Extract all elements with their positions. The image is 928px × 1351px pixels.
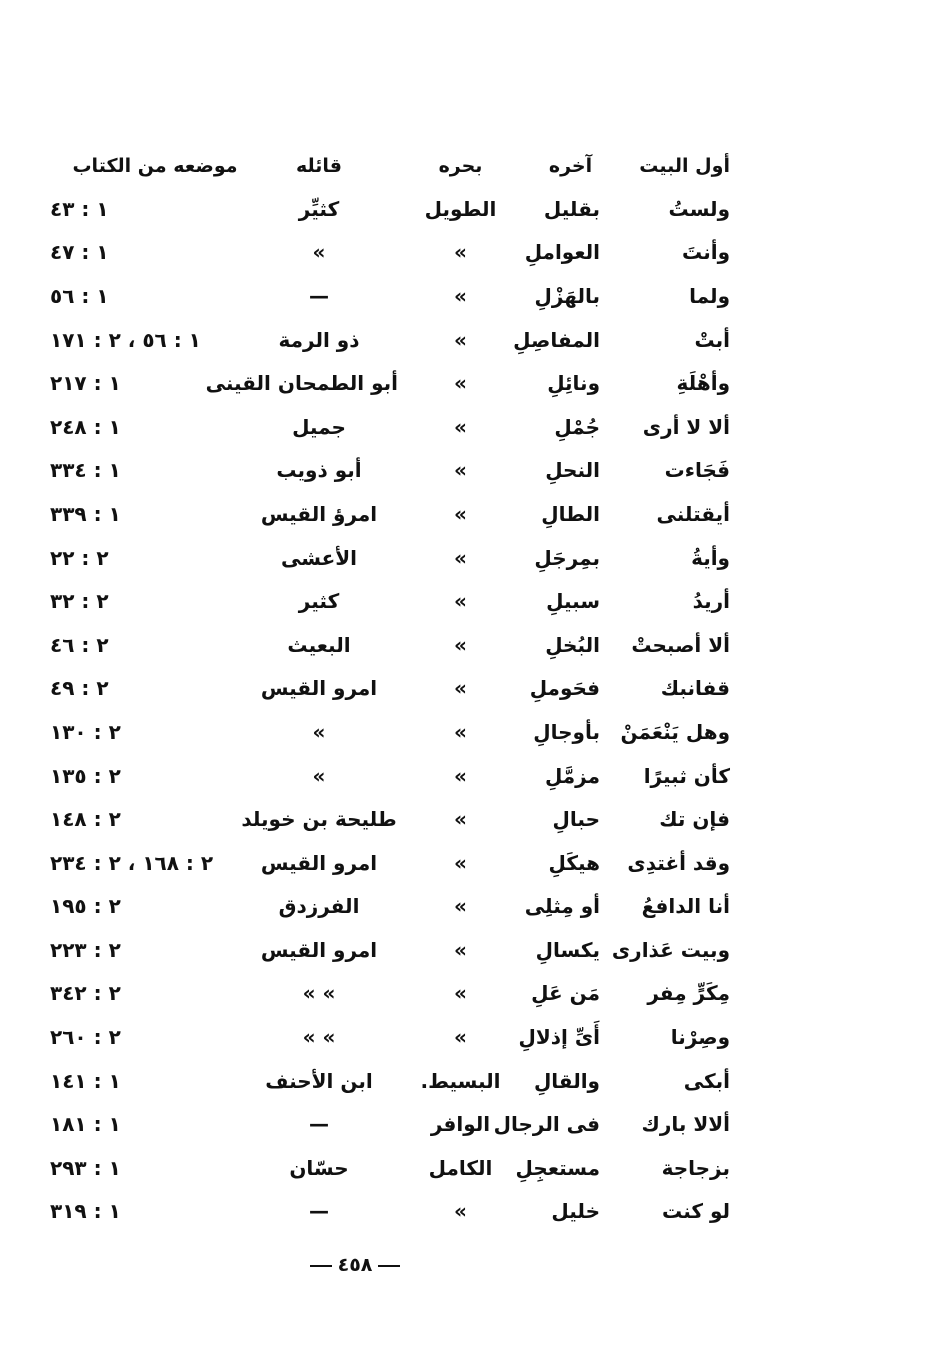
cell-location: ١ : ٥٦ — [50, 283, 109, 308]
cell-location: ١ : ٢٤٨ — [50, 414, 121, 439]
cell-location: ١ : ٢١٧ — [50, 371, 121, 396]
cell-meter: » — [454, 545, 467, 570]
header-poet: قائله — [296, 155, 342, 177]
cell-poet: — — [309, 1112, 329, 1137]
cell-last: فى الرجال — [493, 1112, 600, 1137]
cell-first: أبكى — [683, 1068, 730, 1093]
cell-location: ٢ : ٣٢ — [50, 589, 109, 614]
cell-first: ألا أصبحتْ — [631, 632, 730, 657]
header-first: أول البيت — [639, 155, 730, 177]
cell-last: مزمَّلِ — [544, 763, 600, 788]
cell-meter: » — [454, 327, 467, 352]
cell-last: فحَوملِ — [529, 676, 600, 701]
cell-first: وأنتَ — [682, 240, 730, 265]
cell-meter: البسيط. — [420, 1068, 501, 1093]
cell-poet: » » — [302, 1025, 336, 1050]
cell-meter: » — [454, 1199, 467, 1224]
header-location: موضعه من الكتاب — [72, 155, 238, 177]
cell-poet: كثير — [298, 589, 340, 614]
cell-last: مَن عَلِ — [531, 981, 600, 1006]
cell-first: وبيت عَذارى — [611, 937, 730, 962]
table-body — [50, 187, 730, 1233]
page-number-dash — [310, 1265, 332, 1267]
cell-last: البُخلِ — [545, 632, 600, 657]
table-row — [50, 754, 730, 798]
cell-meter: » — [454, 937, 467, 962]
table-row — [50, 579, 730, 623]
cell-last: العواملِ — [524, 240, 600, 265]
table-row — [50, 1146, 730, 1190]
cell-poet: طليحة بن خويلد — [241, 807, 397, 832]
cell-location: ١ : ٤٧ — [50, 240, 109, 265]
verse-index-table — [50, 145, 730, 1233]
cell-location: ٢ : ٢٢٣ — [50, 937, 121, 962]
cell-location: ١ : ١٤١ — [50, 1068, 121, 1093]
table-row — [50, 972, 730, 1016]
cell-poet: — — [309, 1199, 329, 1224]
cell-location: ٢ : ٢٢ — [50, 545, 109, 570]
cell-location: ١ : ٤٣ — [50, 196, 109, 221]
cell-poet: امرو القيس — [260, 676, 378, 701]
table-row — [50, 231, 730, 275]
cell-first: ولما — [689, 283, 730, 308]
cell-meter: » — [454, 283, 467, 308]
cell-meter: » — [454, 632, 467, 657]
cell-last: النحلِ — [545, 458, 600, 483]
cell-poet: البعيث — [287, 632, 351, 657]
table-row — [50, 187, 730, 231]
cell-poet: ذو الرمة — [278, 327, 360, 352]
cell-last: والقالِ — [533, 1068, 600, 1093]
cell-first: فإن تك — [659, 807, 730, 832]
cell-last: بالهَزْلِ — [534, 283, 600, 308]
cell-meter: » — [454, 414, 467, 439]
cell-poet: كثيِّر — [298, 196, 340, 221]
table-row — [50, 797, 730, 841]
cell-location: ١ : ٥٦ ، ٢ : ١٧١ — [50, 327, 201, 352]
cell-first: وقد أغتدِى — [627, 850, 730, 875]
table-row — [50, 623, 730, 667]
table-row — [50, 710, 730, 754]
cell-first: وهل يَنْعَمَنْ — [620, 719, 730, 744]
cell-last: سبيلِ — [546, 589, 600, 614]
cell-last: أو مِثلِى — [524, 894, 600, 919]
cell-location: ٢ : ٤٦ — [50, 632, 109, 657]
cell-first: وأيةُ — [691, 545, 730, 570]
cell-first: فَجَاءت — [664, 458, 730, 483]
table-row — [50, 885, 730, 929]
cell-first: ولستُ — [668, 196, 730, 221]
cell-poet: الأعشى — [281, 545, 357, 570]
cell-meter: » — [454, 589, 467, 614]
table-row — [50, 318, 730, 362]
header-last: آخره — [548, 155, 593, 177]
page-number-dash — [378, 1265, 400, 1267]
table-row — [50, 405, 730, 449]
cell-poet: الفرزدق — [278, 894, 360, 919]
cell-first: أريدُ — [692, 589, 730, 614]
cell-meter: » — [454, 240, 467, 265]
cell-meter: » — [454, 850, 467, 875]
cell-meter: الطويل — [424, 196, 497, 221]
cell-first: أنا الدافعُ — [641, 894, 730, 919]
cell-poet: امرؤ القيس — [260, 501, 378, 526]
table-row — [50, 449, 730, 493]
cell-location: ٢ : ٢٦٠ — [50, 1025, 121, 1050]
cell-last: بقليل — [543, 196, 600, 221]
cell-location: ٢ : ١٦٨ ، ٢ : ٢٣٤ — [50, 850, 214, 875]
cell-poet: أبو ذويب — [276, 458, 362, 483]
cell-location: ٢ : ٣٤٢ — [50, 981, 121, 1006]
table-row — [50, 1059, 730, 1103]
cell-first: قفانبك — [660, 676, 730, 701]
cell-location: ٢ : ١٤٨ — [50, 807, 121, 832]
cell-poet: أبو الطمحان القينى — [205, 371, 398, 396]
cell-meter: » — [454, 676, 467, 701]
cell-last: خليل — [551, 1199, 600, 1224]
cell-location: ٢ : ٤٩ — [50, 676, 109, 701]
table-row — [50, 492, 730, 536]
cell-last: الطالِ — [541, 501, 600, 526]
cell-poet: ابن الأحنف — [265, 1068, 373, 1093]
cell-location: ١ : ٣٣٩ — [50, 501, 121, 526]
cell-first: لو كنت — [662, 1199, 730, 1224]
cell-last: المفاصِلِ — [513, 327, 600, 352]
table-row — [50, 667, 730, 711]
table-header — [50, 145, 730, 187]
cell-last: جُمْلِ — [554, 414, 600, 439]
cell-location: ٢ : ١٣٥ — [50, 763, 121, 788]
cell-poet: » — [312, 763, 326, 788]
table-row — [50, 274, 730, 318]
cell-location: ١ : ٣٣٤ — [50, 458, 121, 483]
header-meter: بحره — [438, 155, 483, 177]
cell-last: حبالِ — [552, 807, 600, 832]
table-row — [50, 1190, 730, 1234]
cell-first: ألا لا أرى — [642, 414, 730, 439]
cell-last: هيكَلِ — [548, 850, 600, 875]
table-row — [50, 928, 730, 972]
cell-meter: الكامل — [428, 1155, 493, 1180]
cell-first: أبتْ — [694, 327, 730, 352]
cell-first: كأن ثبيرًا — [643, 763, 730, 788]
page-number — [300, 1254, 410, 1276]
cell-last: بأوجالِ — [533, 719, 600, 744]
cell-meter: » — [454, 981, 467, 1006]
cell-first: بزجاجة — [661, 1155, 730, 1180]
cell-meter: » — [454, 894, 467, 919]
table-row — [50, 361, 730, 405]
cell-poet: امرو القيس — [260, 937, 378, 962]
cell-first: وأهْلَةِ — [676, 371, 730, 396]
cell-last: مستعجِلِ — [515, 1155, 600, 1180]
cell-location: ١ : ٣١٩ — [50, 1199, 121, 1224]
cell-last: أَىِّ إذلالِ — [518, 1025, 600, 1050]
cell-location: ٢ : ١٣٠ — [50, 719, 121, 744]
cell-meter: » — [454, 807, 467, 832]
cell-location: ١ : ٢٩٣ — [50, 1155, 121, 1180]
cell-poet: جميل — [292, 414, 346, 439]
cell-poet: — — [309, 283, 329, 308]
cell-meter: الوافر — [430, 1112, 491, 1137]
cell-poet: » — [312, 240, 326, 265]
cell-first: ألالا بارك — [641, 1112, 730, 1137]
cell-location: ١ : ١٨١ — [50, 1112, 121, 1137]
cell-meter: » — [454, 371, 467, 396]
cell-last: يكسالِ — [535, 937, 600, 962]
cell-poet: » » — [302, 981, 336, 1006]
cell-meter: » — [454, 1025, 467, 1050]
table-row — [50, 841, 730, 885]
cell-location: ٢ : ١٩٥ — [50, 894, 121, 919]
cell-poet: امرو القيس — [260, 850, 378, 875]
cell-meter: » — [454, 763, 467, 788]
cell-first: مِكَرٍّ مِفر — [647, 981, 730, 1006]
cell-first: أيقتلنى — [656, 501, 730, 526]
cell-last: ونائِلِ — [547, 371, 600, 396]
cell-meter: » — [454, 719, 467, 744]
cell-poet: » — [312, 719, 326, 744]
page-number-text: ٤٥٨ — [337, 1254, 373, 1276]
cell-meter: » — [454, 501, 467, 526]
cell-first: وصِرْنا — [670, 1025, 730, 1050]
cell-poet: حسّان — [289, 1155, 349, 1180]
table-row — [50, 1102, 730, 1146]
cell-meter: » — [454, 458, 467, 483]
cell-last: بمِرجَلِ — [534, 545, 600, 570]
table-row — [50, 536, 730, 580]
table-row — [50, 1015, 730, 1059]
